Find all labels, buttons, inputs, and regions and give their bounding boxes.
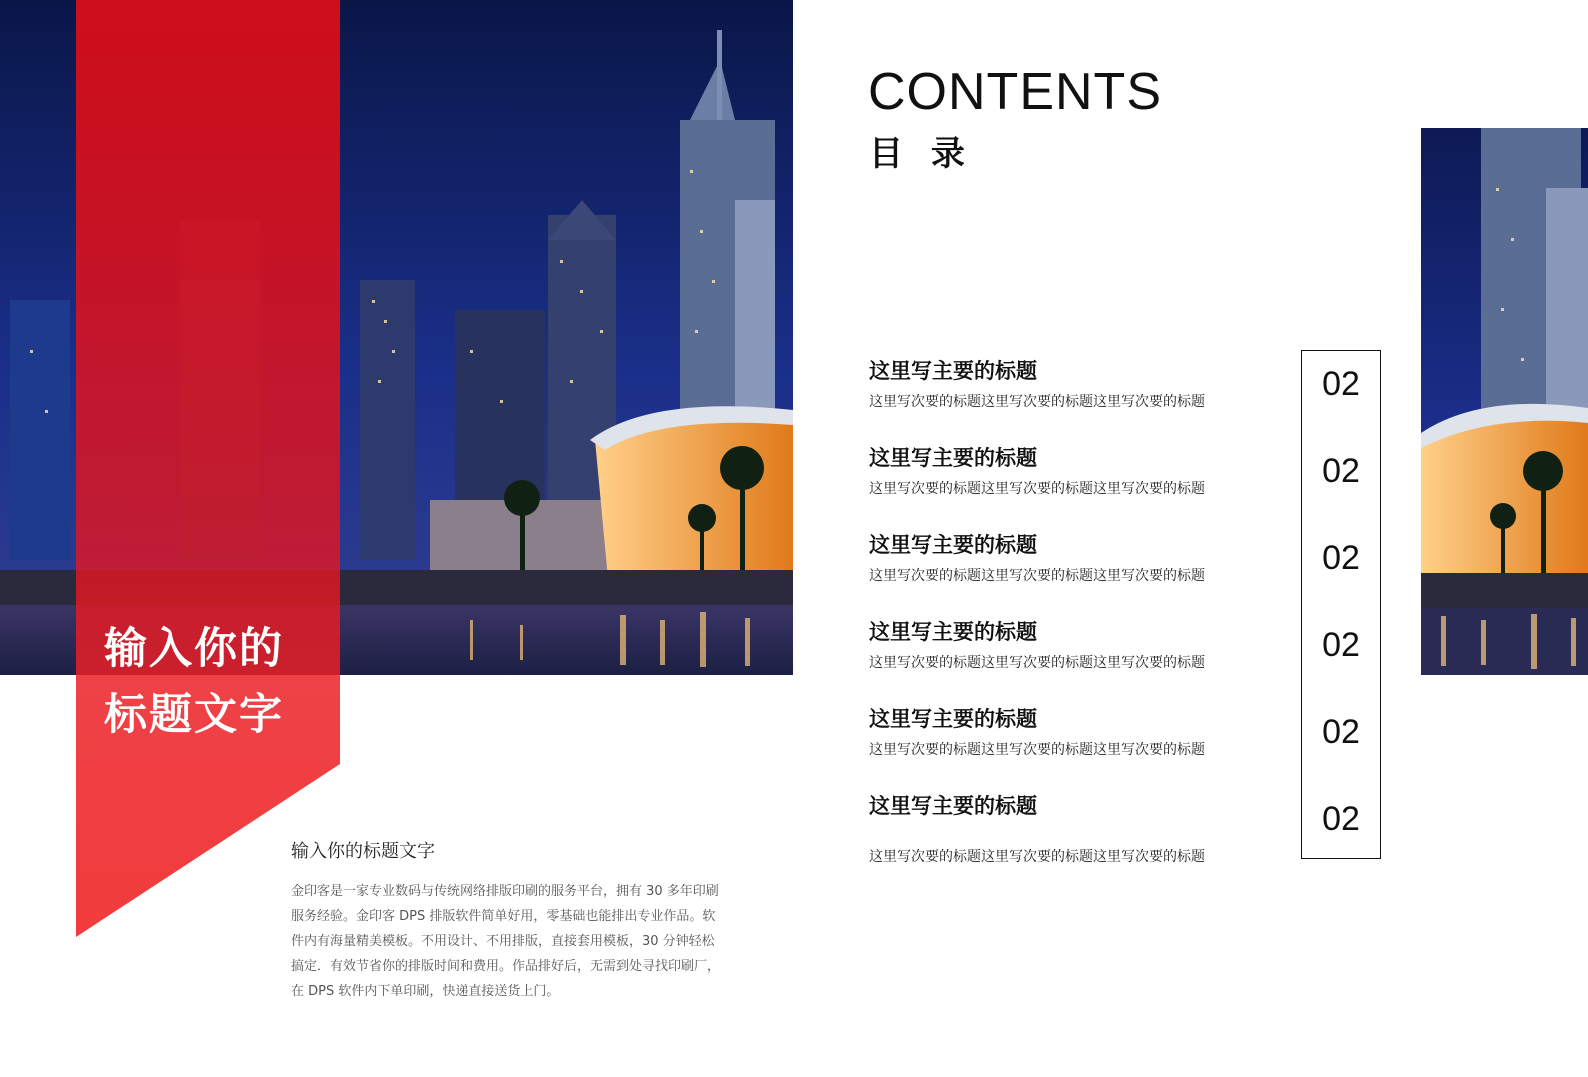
- toc-sub-title: 这里写次要的标题这里写次要的标题这里写次要的标题: [869, 394, 1205, 410]
- toc-sub-title: 这里写次要的标题这里写次要的标题这里写次要的标题: [869, 481, 1205, 497]
- toc-page-number: 02: [1322, 539, 1360, 577]
- toc-item[interactable]: [869, 529, 1269, 585]
- toc-main-title: 这里写主要的标题: [869, 707, 1037, 731]
- toc-item[interactable]: [869, 790, 1269, 866]
- toc-page-number: 02: [1322, 713, 1360, 751]
- toc-main-title: 这里写主要的标题: [869, 620, 1037, 644]
- city-night-photo-crop: [1421, 128, 1588, 675]
- toc-page-number: 02: [1322, 452, 1360, 490]
- intro-sub-title: 输入你的标题文字: [291, 841, 435, 862]
- toc-sub-title: 这里写次要的标题这里写次要的标题这里写次要的标题: [869, 568, 1205, 584]
- banner-title-line1: 输入你的: [104, 624, 284, 674]
- intro-paragraph: 金印客是一家专业数码与传统网络排版印刷的服务平台，拥有 30 多年印刷服务经验。金印客 DPS 排版软件简单好用，零基础也能排出专业作品。软件内有海量精美模板。不用设计、不用排版，直接套用模板，30 分钟轻松搞定．有效节省你的排版时间和费用。作品排好后，无需到处寻找印刷厂，在 DPS 软件内下单印刷，快递直接送货上门。: [291, 884, 721, 999]
- toc-item[interactable]: [869, 616, 1269, 672]
- banner-title: [104, 616, 344, 748]
- red-banner-shape: [76, 0, 340, 937]
- toc-item[interactable]: [869, 703, 1269, 759]
- page-number-box: [1301, 350, 1381, 859]
- toc-main-title: 这里写主要的标题: [869, 533, 1037, 557]
- toc-page-number: 02: [1322, 365, 1360, 403]
- toc-sub-title: 这里写次要的标题这里写次要的标题这里写次要的标题: [869, 849, 1205, 865]
- toc-main-title: 这里写主要的标题: [869, 359, 1037, 383]
- toc-page-number: 02: [1322, 800, 1360, 838]
- toc-sub-title: 这里写次要的标题这里写次要的标题这里写次要的标题: [869, 742, 1205, 758]
- toc-main-title: 这里写主要的标题: [869, 446, 1037, 470]
- toc-item[interactable]: [869, 355, 1269, 411]
- contents-title-cn: 目 录: [869, 134, 973, 174]
- contents-title-en: CONTENTS: [868, 63, 1162, 121]
- toc-item[interactable]: [869, 442, 1269, 498]
- toc-sub-title: 这里写次要的标题这里写次要的标题这里写次要的标题: [869, 655, 1205, 671]
- toc-page-number: 02: [1322, 626, 1360, 664]
- toc-main-title: 这里写主要的标题: [869, 794, 1037, 818]
- banner-title-line2: 标题文字: [104, 690, 284, 740]
